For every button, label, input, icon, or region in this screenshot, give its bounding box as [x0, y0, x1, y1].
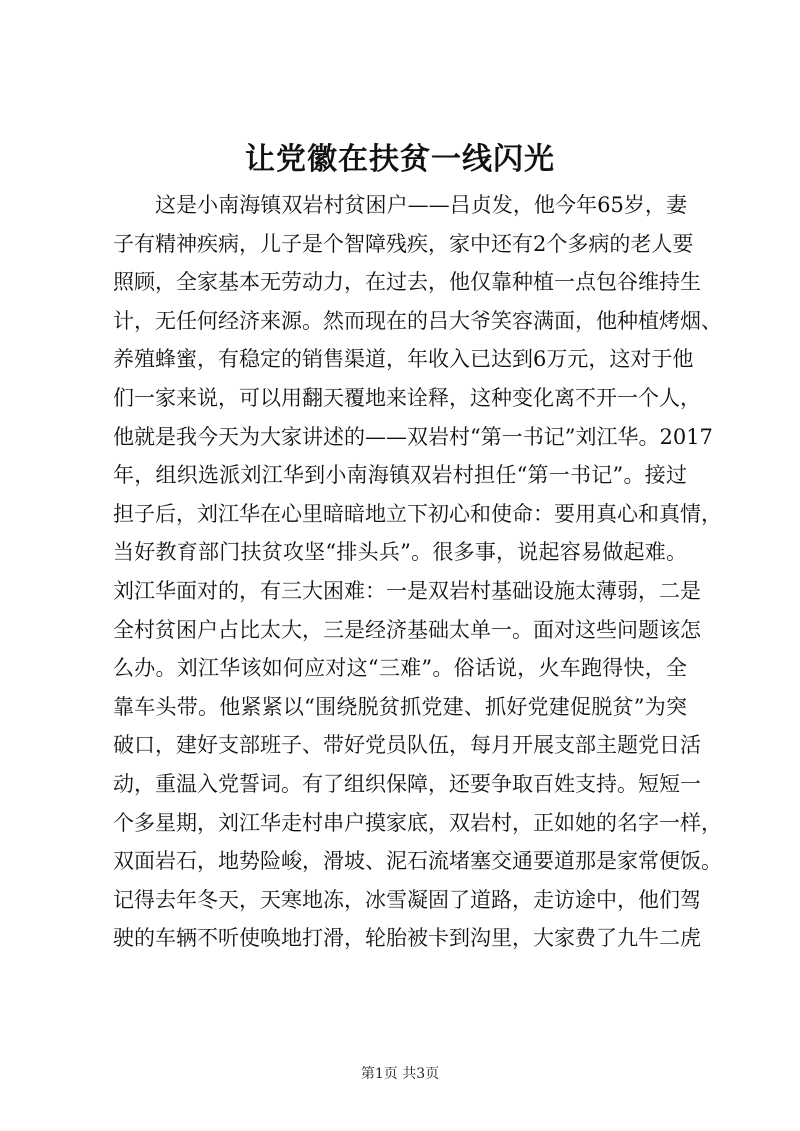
text-line: 双面岩石，地势险峻，滑坡、泥石流堵塞交通要道那是家常便饭。: [113, 849, 722, 874]
text-line: 年，组织选派刘江华到小南海镇双岩村担任“第一书记”。接过: [113, 463, 687, 488]
page-title: 让党徽在扶贫一线闪光: [245, 142, 555, 177]
text-line: 么办。刘江华该如何应对这“三难”。俗话说，火车跑得快，全: [113, 656, 687, 681]
text-line: 驶的车辆不听使唤地打滑，轮胎被卡到沟里，大家费了九牛二虎: [113, 926, 701, 951]
text-line: 计，无任何经济来源。然而现在的吕大爷笑容满面，他种植烤烟、: [113, 308, 722, 333]
page-footer: 第1页 共3页: [360, 1066, 440, 1082]
text-line: 这是小南海镇双岩村贫困户——吕贞发，他今年65岁，妻: [155, 193, 687, 217]
text-line: 记得去年冬天，天寒地冻，冰雪凝固了道路，走访途中，他们驾: [113, 887, 701, 912]
text-line: 当好教育部门扶贫攻坚“排头兵”。很多事，说起容易做起难。: [113, 540, 687, 565]
text-line: 动，重温入党誓词。有了组织保障，还要争取百姓支持。短短一: [113, 771, 701, 796]
text-line: 破口，建好支部班子、带好党员队伍，每月开展支部主题党日活: [113, 733, 701, 758]
text-line: 担子后，刘江华在心里暗暗地立下初心和使命：要用真心和真情，: [113, 501, 722, 526]
text-line: 全村贫困户占比太大，三是经济基础太单一。面对这些问题该怎: [113, 617, 701, 642]
text-line: 靠车头带。他紧紧以“围绕脱贫抓党建、抓好党建促脱贫”为突: [113, 694, 687, 719]
text-line: 个多星期，刘江华走村串户摸家底，双岩村，正如她的名字一样，: [113, 810, 722, 835]
text-line: 子有精神疾病，儿子是个智障残疾，家中还有2个多病的老人要: [113, 231, 694, 256]
text-line: 照顾，全家基本无劳动力，在过去，他仅靠种植一点包谷维持生: [113, 270, 701, 295]
text-line: 养殖蜂蜜，有稳定的销售渠道，年收入已达到6万元，这对于他: [113, 347, 694, 372]
text-line: 他就是我今天为大家讲述的——双岩村“第一书记”刘江华。2017: [113, 424, 713, 449]
text-line: 们一家来说，可以用翻天覆地来诠释，这种变化离不开一个人，: [113, 385, 701, 410]
text-line: 刘江华面对的，有三大困难：一是双岩村基础设施太薄弱，二是: [113, 578, 701, 603]
article-body: [113, 186, 722, 958]
